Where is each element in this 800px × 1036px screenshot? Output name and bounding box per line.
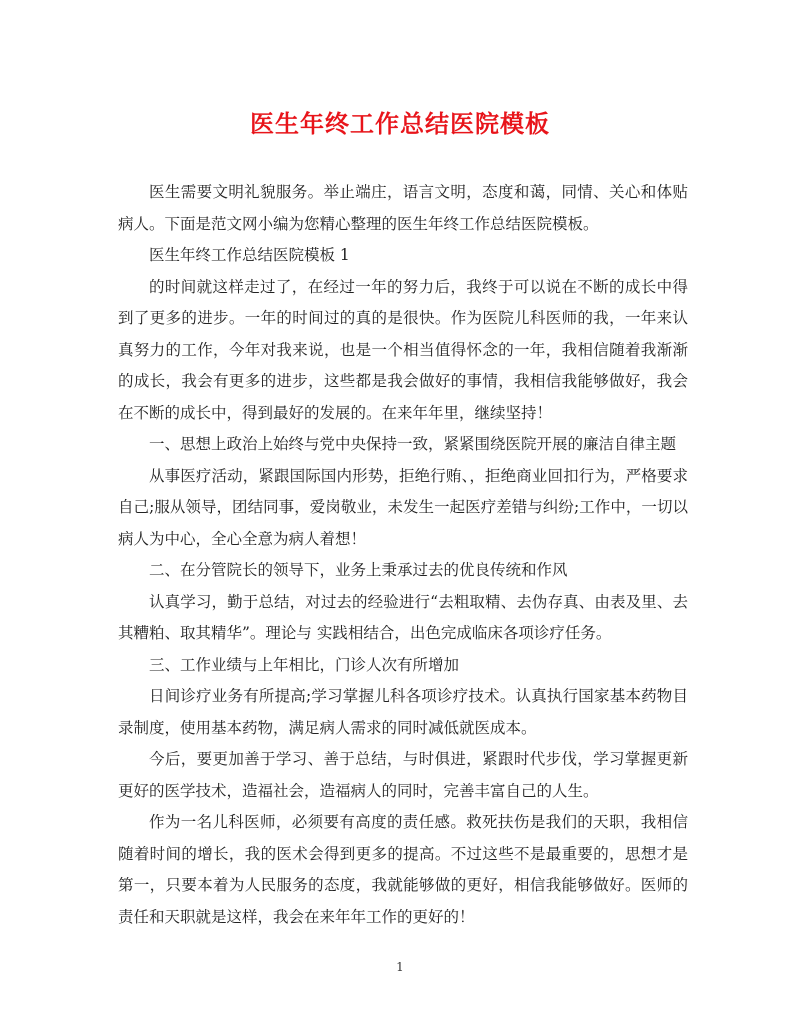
paragraph-opening: 的时间就这样走过了，在经过一年的努力后，我终于可以说在不断的成长中得到了更多的进步。一年的时间过的真的是很快。作为医院儿科医师的我，一年来认真努力的工作，今年对我来说，也是一个相当值得怀念的一年，我相信随着我渐渐的成长，我会有更多的进步，这些都是我会做好的事情，我相信我能够做好，我会在不断的成长中，得到最好的发展的。在来年年里，继续坚持！ — [118, 277, 688, 422]
section-heading-1: 一、思想上政治上始终与党中央保持一致，紧紧围绕医院开展的廉洁自律主题 — [149, 435, 677, 453]
paragraph-subtitle: 医生年终工作总结医院模板 1 — [149, 246, 350, 264]
paragraph-section-2: 认真学习，勤于总结，对过去的经验进行“去粗取精、去伪存真、由表及里、去其糟粕、取其精华”。理论与 实践相结合，出色完成临床各项诊疗任务。 — [118, 592, 688, 642]
paragraph-intro: 医生需要文明礼貌服务。举止端庄，语言文明，态度和蔼，同情、关心和体贴病人。下面是范文网小编为您精心整理的医生年终工作总结医院模板。 — [118, 183, 688, 233]
page-number: 1 — [396, 960, 404, 974]
document-title: 医生年终工作总结医院模板 — [250, 109, 550, 138]
section-heading-2: 二、在分管院长的领导下，业务上秉承过去的优良传统和作风 — [149, 561, 568, 579]
paragraph-section-1: 从事医疗活动，紧跟国际国内形势，拒绝行贿、，拒绝商业回扣行为，严格要求自己;服从领导，团结同事，爱岗敬业，未发生一起医疗差错与纠纷;工作中，一切以病人为中心，全心全意为病人着想！ — [118, 466, 688, 548]
paragraph-future: 今后，要更加善于学习、善于总结，与时俱进，紧跟时代步伐，学习掌握更新更好的医学技术，造福社会，造福病人的同时，完善丰富自己的人生。 — [118, 750, 688, 800]
paragraph-closing: 作为一名儿科医师，必须要有高度的责任感。救死扶伤是我们的天职，我相信随着时间的增长，我的医术会得到更多的提高。不过这些不是最重要的，思想才是第一，只要本着为人民服务的态度，我就能够做的更好，相信我能够做好。医师的责任和天职就是这样，我会在来年年工作的更好的！ — [118, 813, 688, 926]
document-body — [118, 177, 688, 933]
paragraph-section-3: 日间诊疗业务有所提高;学习掌握儿科各项诊疗技术。认真执行国家基本药物目录制度，使用基本药物，满足病人需求的同时减低就医成本。 — [118, 687, 688, 737]
section-heading-3: 三、工作业绩与上年相比，门诊人次有所增加 — [149, 655, 460, 674]
